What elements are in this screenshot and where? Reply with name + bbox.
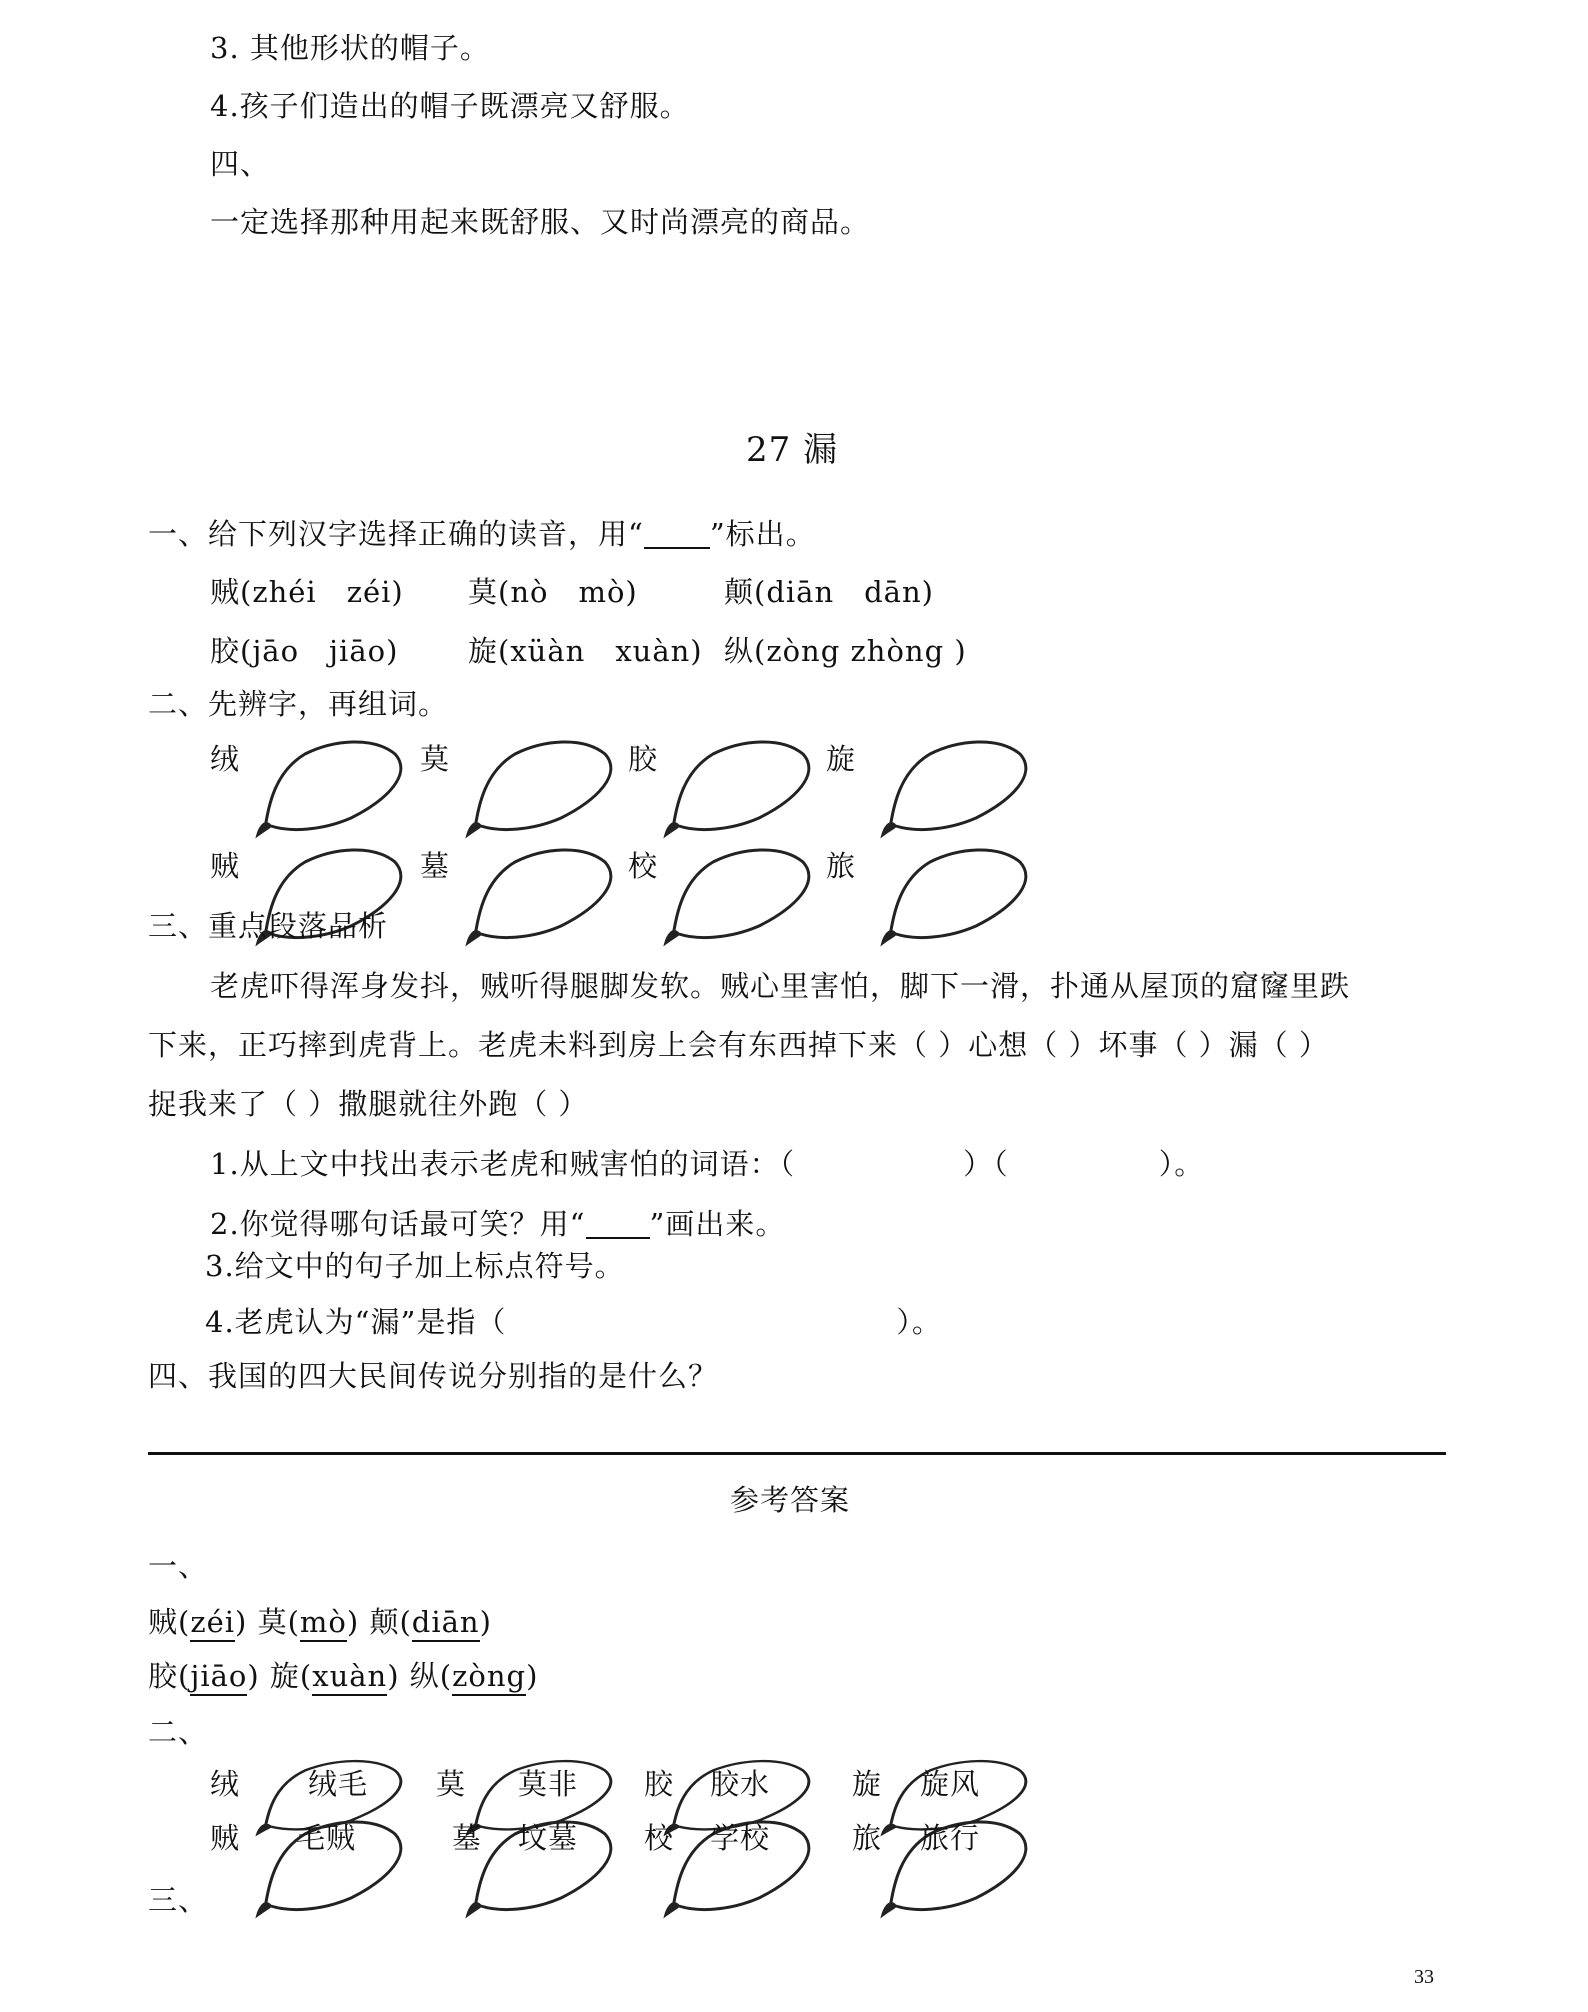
answer-char: 贼( [148, 1605, 191, 1639]
answer-char-1-4: 旋 [852, 1767, 883, 1801]
prev-section-4: 四、 [210, 147, 271, 181]
q1-option-1-1: 贼(zhéi zéi) [210, 575, 404, 609]
q3-sub-4-end: ）。 [896, 1305, 942, 1339]
q1-heading-prefix: 一、给下列汉字选择正确的读音，用“ [148, 517, 644, 551]
answer-char: 颠( [369, 1605, 412, 1639]
q1-option-2-1: 胶(jāo jiāo) [210, 634, 399, 668]
q3-sub-4 [205, 1305, 942, 1339]
answer-pinyin-item [270, 1659, 400, 1696]
answer-word-1-2: 莫非 [518, 1767, 579, 1801]
page-number: 33 [1414, 1966, 1434, 1988]
answer-char: 旋( [269, 1659, 313, 1693]
q3-paragraph-line-1: 老虎吓得浑身发抖，贼听得腿脚发软。贼心里害怕，脚下一滑，扑通从屋顶的窟窿里跌 [210, 969, 1351, 1003]
q1-option-2-3: 纵(zòng zhòng ) [724, 634, 967, 668]
q2-char-1-3: 胶 [628, 742, 659, 776]
answer-char: 胶( [148, 1659, 191, 1693]
answers-section-3: 三、 [148, 1883, 209, 1917]
answer-pinyin: zòng [452, 1659, 526, 1696]
q4-heading: 四、我国的四大民间传说分别指的是什么？ [148, 1359, 719, 1393]
q3-paragraph-line-2: 下来，正巧摔到虎背上。老虎未料到房上会有东西掉下来（ ）心想（ ）坏事（ ）漏（ ） [148, 1028, 1329, 1062]
q1-option-1-3: 颠(diān dān) [724, 575, 934, 609]
leaf-box[interactable] [880, 846, 1030, 946]
answer-pinyin: zéi [190, 1605, 235, 1642]
leaf-box[interactable] [880, 738, 1030, 838]
q2-char-2-3: 校 [628, 849, 659, 883]
answer-close: ) [235, 1605, 248, 1639]
q1-heading [148, 518, 816, 549]
answer-close: ) [387, 1659, 400, 1693]
prev-section-4-answer: 一定选择那种用起来既舒服、又时尚漂亮的商品。 [210, 205, 871, 239]
q3-paragraph-line-3: 捉我来了（ ）撒腿就往外跑（ ） [148, 1087, 589, 1121]
q2-char-1-1: 绒 [210, 742, 241, 776]
answer-char-2-4: 旅 [852, 1821, 883, 1855]
answer-pinyin: mò [300, 1605, 347, 1642]
q3-sub-3: 3.给文中的句子加上标点符号。 [205, 1249, 625, 1283]
answer-word-1-3: 胶水 [710, 1767, 771, 1801]
answer-pinyin-item [148, 1605, 247, 1642]
q2-char-2-1: 贼 [210, 849, 241, 883]
q3-heading: 三、重点段落品析 [148, 909, 389, 943]
answer-word-2-2: 坟墓 [518, 1821, 579, 1855]
q2-char-2-2: 墓 [420, 849, 451, 883]
answer-char-1-3: 胶 [644, 1767, 675, 1801]
q3-sub-2-prefix: 2.你觉得哪句话最可笑？用“ [210, 1207, 586, 1241]
prev-item-4: 4.孩子们造出的帽子既漂亮又舒服。 [210, 89, 690, 123]
answer-char-2-2: 墓 [452, 1821, 483, 1855]
q2-char-1-4: 旋 [826, 742, 857, 776]
answer-word-1-4: 旋风 [920, 1767, 981, 1801]
q1-option-2-2: 旋(xüàn xuàn) [468, 634, 703, 668]
answer-pinyin-item [410, 1659, 539, 1696]
q1-option-1-2: 莫(nò mò) [468, 575, 638, 609]
answer-pinyin-item [148, 1659, 260, 1696]
answers-section-1-row-1 [148, 1605, 492, 1639]
q3-sub-2 [210, 1208, 785, 1239]
q3-sub-1-mid: ）（ [963, 1147, 1009, 1181]
answer-word-2-1: 毛贼 [296, 1821, 357, 1855]
q2-heading: 二、先辨字，再组词。 [148, 687, 449, 721]
answer-close: ) [526, 1659, 539, 1693]
answer-char-1-2: 莫 [436, 1767, 467, 1801]
leaf-box[interactable] [255, 738, 405, 838]
leaf-box[interactable] [465, 738, 615, 838]
q3-sub-1-prefix: 1.从上文中找出表示老虎和贼害怕的词语：（ [210, 1147, 796, 1181]
q3-sub-1 [210, 1147, 1205, 1181]
q3-sub-2-suffix: ”画出来。 [649, 1207, 786, 1241]
answer-pinyin-item [258, 1605, 360, 1642]
q2-char-1-2: 莫 [420, 742, 451, 776]
leaf-box[interactable] [663, 846, 813, 946]
answer-pinyin-item [369, 1605, 491, 1642]
answer-char-2-1: 贼 [210, 1821, 241, 1855]
lesson-title: 27 漏 [746, 430, 839, 470]
q3-sub-4-prefix: 4.老虎认为“漏”是指（ [205, 1305, 507, 1339]
answer-close: ) [346, 1605, 360, 1639]
answer-char-2-3: 校 [644, 1821, 675, 1855]
answers-section-2: 二、 [148, 1715, 209, 1749]
q2-char-2-4: 旅 [826, 849, 857, 883]
answers-section-1: 一、 [148, 1549, 209, 1583]
answer-char: 纵( [409, 1659, 453, 1693]
section-divider [148, 1452, 1446, 1455]
prev-item-3: 3. 其他形状的帽子。 [210, 31, 490, 65]
answer-word-2-3: 学校 [710, 1821, 771, 1855]
answer-pinyin: xuàn [312, 1659, 387, 1696]
q3-sub-1-end: ）。 [1158, 1147, 1205, 1181]
answer-close: ) [479, 1605, 492, 1639]
answers-section-1-row-2 [148, 1659, 539, 1693]
answer-char-1-1: 绒 [210, 1767, 241, 1801]
answer-word-2-4: 旅行 [920, 1821, 981, 1855]
q3-sub-2-blank-line [586, 1208, 650, 1239]
answer-char: 莫( [257, 1605, 300, 1639]
answers-heading: 参考答案 [730, 1483, 851, 1517]
answer-close: ) [247, 1659, 260, 1693]
leaf-box[interactable] [465, 846, 615, 946]
leaf-box[interactable] [663, 738, 813, 838]
q1-heading-suffix: ”标出。 [709, 517, 816, 551]
answer-word-1-1: 绒毛 [308, 1767, 369, 1801]
answer-pinyin: diān [412, 1605, 480, 1642]
q1-blank-line [644, 518, 710, 549]
answer-pinyin: jiāo [190, 1659, 247, 1696]
